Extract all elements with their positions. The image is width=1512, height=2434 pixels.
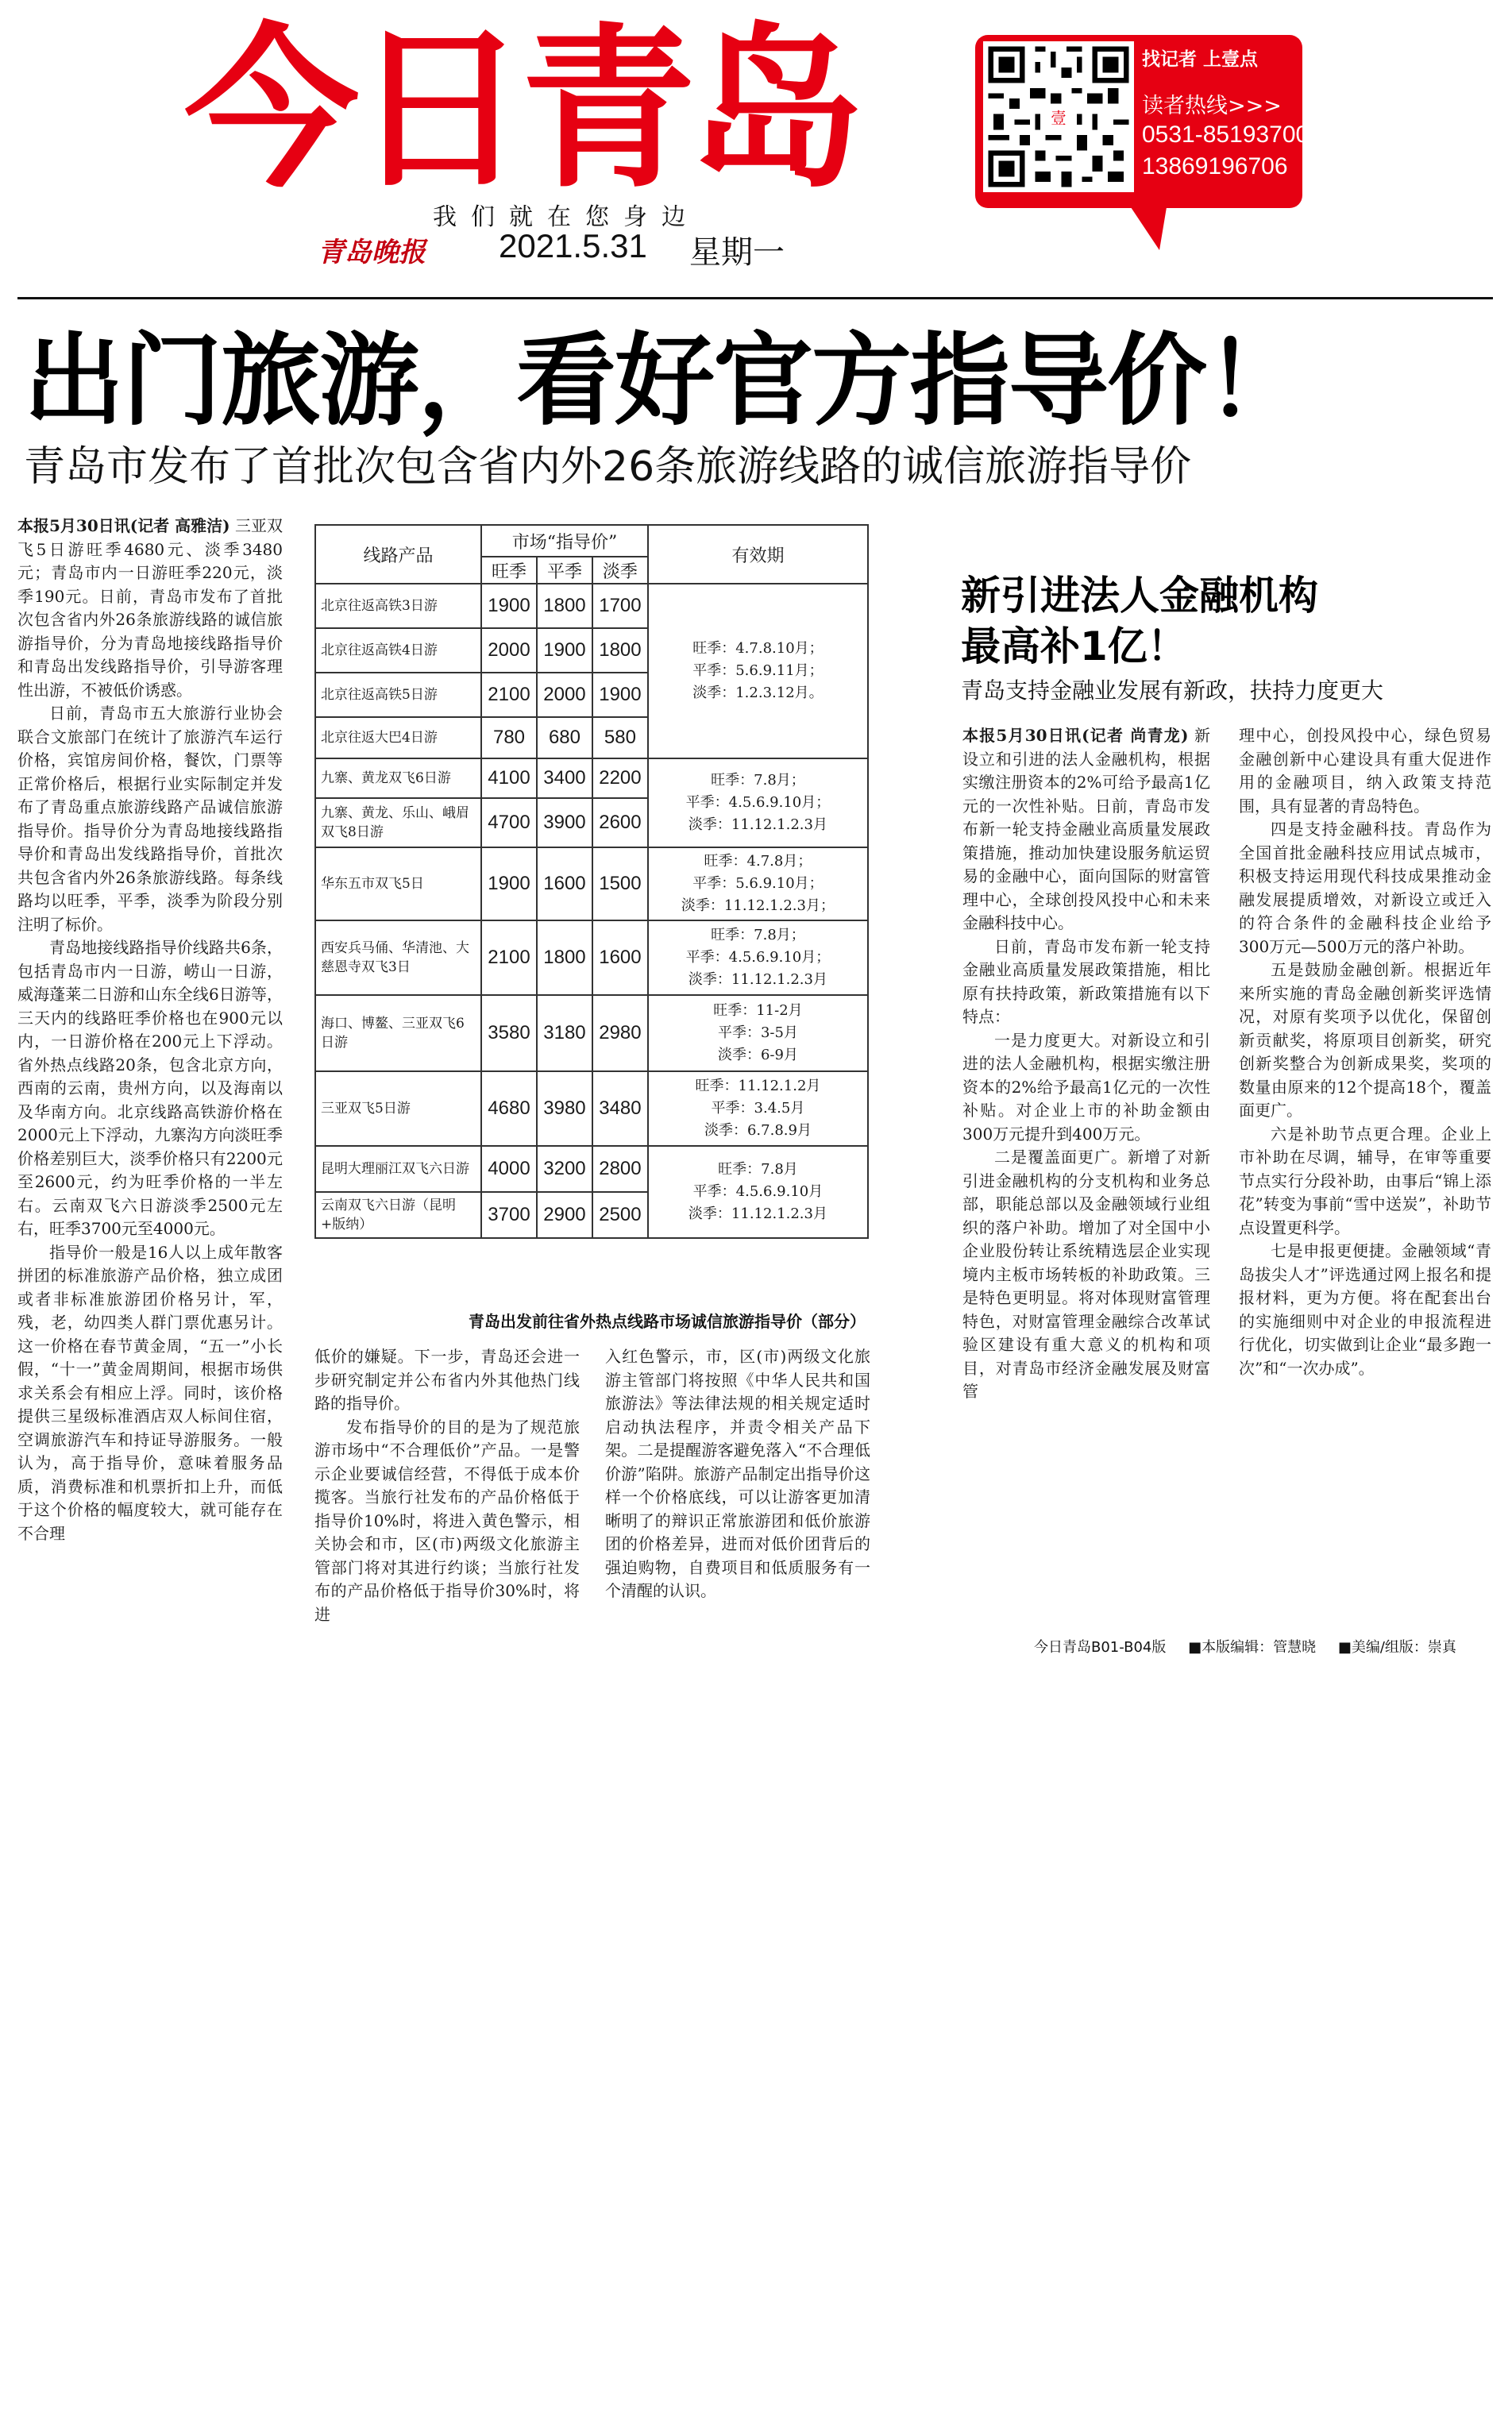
route-cell: 北京往返高铁5日游: [315, 673, 481, 717]
flat-price: 2000: [537, 673, 592, 717]
right-article-title: [961, 570, 1318, 672]
bubble-tail: [1128, 203, 1167, 250]
publication-weekday: 星期一: [689, 234, 785, 271]
route-cell: 华东五市双飞5日: [315, 847, 481, 920]
flat-price: 3200: [537, 1146, 592, 1192]
route-cell: 北京往返高铁4日游: [315, 628, 481, 673]
route-cell: 海口、博鳌、三亚双飞6日游: [315, 995, 481, 1071]
qr-code-icon[interactable]: [983, 41, 1134, 192]
article-paragraph: 五是鼓励金融创新。根据近年来所实施的青岛金融创新奖评选情况，对原有奖项予以优化，保留创新贡献奖，将原项目创新奖，研究创新奖整合为创新成果奖，奖项的数量由原来的12个提高18个，覆盖面更广。: [1239, 960, 1491, 1120]
publication-date: 2021.5.31: [499, 227, 647, 264]
designer-credit: ■美编/组版：崇真: [1337, 1639, 1456, 1656]
peak-price: 4100: [481, 758, 537, 798]
header-guide-price: 市场“指导价”: [481, 525, 648, 557]
header-flat: 平季: [537, 557, 592, 584]
flat-price: 1800: [537, 920, 592, 995]
flat-price: 1800: [537, 584, 592, 628]
peak-price: 4000: [481, 1146, 537, 1192]
route-cell: 西安兵马俑、华清池、大慈恩寺双飞3日: [315, 920, 481, 995]
byline: 本报5月30日讯(记者 尚青龙): [962, 726, 1189, 745]
article-paragraph: 四是支持金融科技。青岛作为全国首批金融科技应用试点城市，积极支持运用现代科技成果推动金融发展提质增效，对新设立或迁入的符合条件的金融科技企业给予300万元—500万元的落户补助。: [1239, 820, 1491, 956]
bubble-text: [1142, 44, 1310, 183]
low-price: 2500: [592, 1192, 648, 1238]
main-headline: 出门旅游，看好官方指导价！: [24, 322, 1304, 439]
hotline-phone-1[interactable]: 0531-85193700: [1142, 122, 1310, 148]
validity-cell: 旺季：11-2月 平季：3-5月 淡季：6-9月: [648, 995, 868, 1071]
article-paragraph: 指导价一般是16人以上成年散客拼团的标准旅游产品价格，独立成团或者非标准旅游团价格另计，军，残，老，幼四类人群门票优惠另计。这一价格在春节黄金周，“五一”小长假，“十一”黄金周期间，根据市场供求关系会有相应上浮。同时，该价格提供三星级标准酒店双人标间住宿，空调旅游汽车和持证导游服务。一般认为，高于指导价，意味着服务品质，消费标准和机票折扣上升，而低于这个价格的幅度较大，就可能存在不合理: [17, 1242, 283, 1543]
route-cell: 九寨、黄龙双飞6日游: [315, 758, 481, 798]
route-cell: 三亚双飞5日游: [315, 1071, 481, 1146]
article-column-1: [17, 515, 283, 1545]
hotline-phone-2[interactable]: 13869196706: [1142, 153, 1288, 179]
table-row: [315, 920, 868, 995]
peak-price: 1900: [481, 584, 537, 628]
low-price: 2980: [592, 995, 648, 1071]
header-route: 线路产品: [315, 525, 481, 584]
price-guide-table-wrapper: [314, 524, 869, 1301]
table-row: [315, 758, 868, 798]
peak-price: 2100: [481, 920, 537, 995]
masthead-divider: [17, 297, 1493, 299]
low-price: 580: [592, 717, 648, 758]
low-price: 1500: [592, 847, 648, 920]
route-cell: 北京往返大巴4日游: [315, 717, 481, 758]
flat-price: 1900: [537, 628, 592, 673]
flat-price: 3180: [537, 995, 592, 1071]
route-cell: 云南双飞六日游（昆明+版纳）: [315, 1192, 481, 1238]
article-paragraph: 本报5月30日讯(记者 尚青龙) 新设立和引进的法人金融机构，根据实缴注册资本的2%可给予最高1亿元的一次性补贴。日前，青岛市发布新一轮支持金融业高质量发展政策措施，推动加快建设服务航运贸易的金融中心，面向国际的财富管理中心，全球创投风投中心和未来金融科技中心。: [962, 726, 1210, 932]
flat-price: 2900: [537, 1192, 592, 1238]
masthead: [0, 0, 1512, 302]
article-paragraph: 日前，青岛市发布新一轮支持金融业高质量发展政策措施，相比原有扶持政策，新政策措施有以下特点：: [962, 936, 1210, 1026]
validity-cell: 旺季：11.12.1.2月 平季：3.4.5月 淡季：6.7.8.9月: [648, 1071, 868, 1146]
price-guide-table: [314, 524, 869, 1239]
paper-name: 青岛晚报: [318, 237, 426, 268]
peak-price: 2000: [481, 628, 537, 673]
hotline-label: 读者热线>>>: [1142, 94, 1282, 118]
article-paragraph: 一是力度更大。对新设立和引进的法人金融机构，根据实缴注册资本的2%给予最高1亿元的一次性补贴。对企业上市的补助金额由300万元提升到400万元。: [962, 1030, 1210, 1144]
peak-price: 780: [481, 717, 537, 758]
low-price: 2800: [592, 1146, 648, 1192]
flat-price: 3980: [537, 1071, 592, 1146]
newspaper-logo: 今日青岛: [184, 8, 858, 211]
header-peak: 旺季: [481, 557, 537, 584]
peak-price: 3700: [481, 1192, 537, 1238]
low-price: 2200: [592, 758, 648, 798]
byline: 本报5月30日讯(记者 高雅洁): [17, 516, 230, 535]
peak-price: 4700: [481, 798, 537, 847]
slogan: 我们就在您身边: [433, 203, 700, 231]
right-article-subtitle: 青岛支持金融业发展有新政，扶持力度更大: [961, 677, 1384, 704]
validity-cell: 旺季：4.7.8.10月； 平季：5.6.9.11月； 淡季：1.2.3.12月。: [648, 584, 868, 758]
article-paragraph: 青岛地接线路指导价线路共6条，包括青岛市内一日游，崂山一日游，威海蓬莱二日游和山东全线6日游等，三天内的线路旺季价格也在900元以内，一日游价格在200元上下浮动。省外热点线路20条，包含北京方向，西南的云南，贵州方向，以及海南以及华南方向。北京线路高铁游价格在2000元上下浮动，九寨沟方向淡旺季价格差别巨大，淡季价格只有2200元至2600元，约为旺季价格的一半左右。云南双飞六日游淡季2500元左右，旺季3700元至4000元。: [17, 938, 283, 1238]
svg-text:壹: 壹: [1051, 109, 1066, 128]
editor-credit: ■本版编辑：管慧晓: [1188, 1639, 1317, 1656]
main-subheadline: 青岛市发布了首批次包含省内外26条旅游线路的诚信旅游指导价: [24, 443, 1192, 491]
right-column-1: [962, 724, 1210, 1404]
route-cell: 北京往返高铁3日游: [315, 584, 481, 628]
table-caption: 青岛出发前往省外热点线路市场诚信旅游指导价（部分）: [469, 1312, 866, 1331]
low-price: 1600: [592, 920, 648, 995]
article-paragraph: 日前，青岛市五大旅游行业协会联合文旅部门在统计了旅游汽车运行价格，宾馆房间价格，餐饮，门票等正常价格后，根据行业实际制定并发布了青岛重点旅游线路产品诚信旅游指导价。指导价分为青岛地接线路指导价和青岛出发线路指导价，首批次共包含省内外26条旅游线路。每条线路均以旺季，平季，淡季为阶段分别注明了标价。: [17, 704, 283, 934]
peak-price: 1900: [481, 847, 537, 920]
low-price: 2600: [592, 798, 648, 847]
flat-price: 3900: [537, 798, 592, 847]
low-price: 1800: [592, 628, 648, 673]
table-row: [315, 995, 868, 1071]
peak-price: 2100: [481, 673, 537, 717]
table-row: [315, 847, 868, 920]
article-paragraph: 六是补助节点更合理。企业上市补助在尽调，辅导，在审等重要节点实行分段补助，由事后“锦上添花”转变为事前“雪中送炭”，补助节点设置更科学。: [1239, 1124, 1491, 1237]
flat-price: 1600: [537, 847, 592, 920]
article-paragraph: 发布指导价的目的是为了规范旅游市场中“不合理低价”产品。一是警示企业要诚信经营，不得低于成本价揽客。当旅行社发布的产品价格低于指导价10%时，将进入黄色警示，相关协会和市，区(市)两级文化旅游主管部门将对其进行约谈；当旅行社发布的产品价格低于指导价30%时，将进: [314, 1417, 580, 1624]
table-row: [315, 584, 868, 628]
low-price: 1900: [592, 673, 648, 717]
article-column-3: [605, 1345, 870, 1603]
right-column-2: [1239, 724, 1491, 1380]
route-cell: 昆明大理丽江双飞六日游: [315, 1146, 481, 1192]
validity-cell: 旺季：7.8月 平季：4.5.6.9.10月 淡季：11.12.1.2.3月: [648, 1146, 868, 1238]
page-credits: [1034, 1636, 1474, 1657]
table-row: [315, 1146, 868, 1192]
header-validity: 有效期: [648, 525, 868, 584]
article-paragraph: 理中心，创投风投中心，绿色贸易金融创新中心建设具有重大促进作用的金融项目，纳入政策支持范围，具有显著的青岛特色。: [1239, 726, 1491, 816]
flat-price: 680: [537, 717, 592, 758]
edition-label: 今日青岛B01-B04版: [1034, 1639, 1167, 1656]
flat-price: 3400: [537, 758, 592, 798]
low-price: 1700: [592, 584, 648, 628]
article-column-2: [314, 1345, 580, 1626]
validity-cell: 旺季：7.8月； 平季：4.5.6.9.10月； 淡季：11.12.1.2.3月: [648, 758, 868, 847]
article-paragraph: 低价的嫌疑。下一步，青岛还会进一步研究制定并公布省内外其他热门线路的指导价。: [314, 1347, 580, 1413]
article-paragraph: 本报5月30日讯(记者 高雅洁) 三亚双飞5日游旺季4680元、淡季3480元；青岛市内一日游旺季220元，淡季190元。日前，青岛市发布了首批次包含省内外26条旅游线路的诚信旅游指导价，分为青岛地接线路指导价和青岛出发线路指导价，引导游客理性出游，不被低价诱惑。: [17, 516, 283, 700]
right-title-line-2: 最高补1亿！: [961, 623, 1187, 669]
peak-price: 4680: [481, 1071, 537, 1146]
article-paragraph: 二是覆盖面更广。新增了对新引进金融机构的分支机构和业务总部，职能总部以及金融领域行业组织的落户补助。增加了对全国中小企业股份转让系统精选层企业实现境内主板市场转板的补助政策。三是特色更明显。将对体现财富管理特色，对财富管理金融综合改革试验区建设有重大意义的机构和项目，对青岛市经济金融发展及财富管: [962, 1148, 1210, 1401]
article-paragraph: 七是申报更便捷。金融领域“青岛拔尖人才”评选通过网上报名和提报材料，更为方便。将在配套出台的实施细则中对企业的申报流程进行优化，切实做到让企业“最多跑一次”和“一次办成”。: [1239, 1241, 1491, 1378]
peak-price: 3580: [481, 995, 537, 1071]
bubble-top-label: 找记者 上壹点: [1142, 49, 1259, 70]
table-row: [315, 1071, 868, 1146]
route-cell: 九寨、黄龙、乐山、峨眉双飞8日游: [315, 798, 481, 847]
validity-cell: 旺季：4.7.8月； 平季：5.6.9.10月； 淡季：11.12.1.2.3月；: [648, 847, 868, 920]
article-paragraph: 入红色警示，市，区(市)两级文化旅游主管部门将按照《中华人民共和国旅游法》等法律法规的相关规定适时启动执法程序，并责令相关产品下架。二是提醒游客避免落入“不合理低价游”陷阱。旅游产品制定出指导价这样一个价格底线，可以让游客更加清晰明了的辩识正常旅游团和低价旅游团的价格差异，进而对低价团背后的强迫购物，自费项目和低质服务有一个清醒的认识。: [605, 1347, 870, 1600]
low-price: 3480: [592, 1071, 648, 1146]
validity-cell: 旺季：7.8月； 平季：4.5.6.9.10月； 淡季：11.12.1.2.3月: [648, 920, 868, 995]
header-low: 淡季: [592, 557, 648, 584]
right-title-line-1: 新引进法人金融机构: [961, 573, 1318, 619]
